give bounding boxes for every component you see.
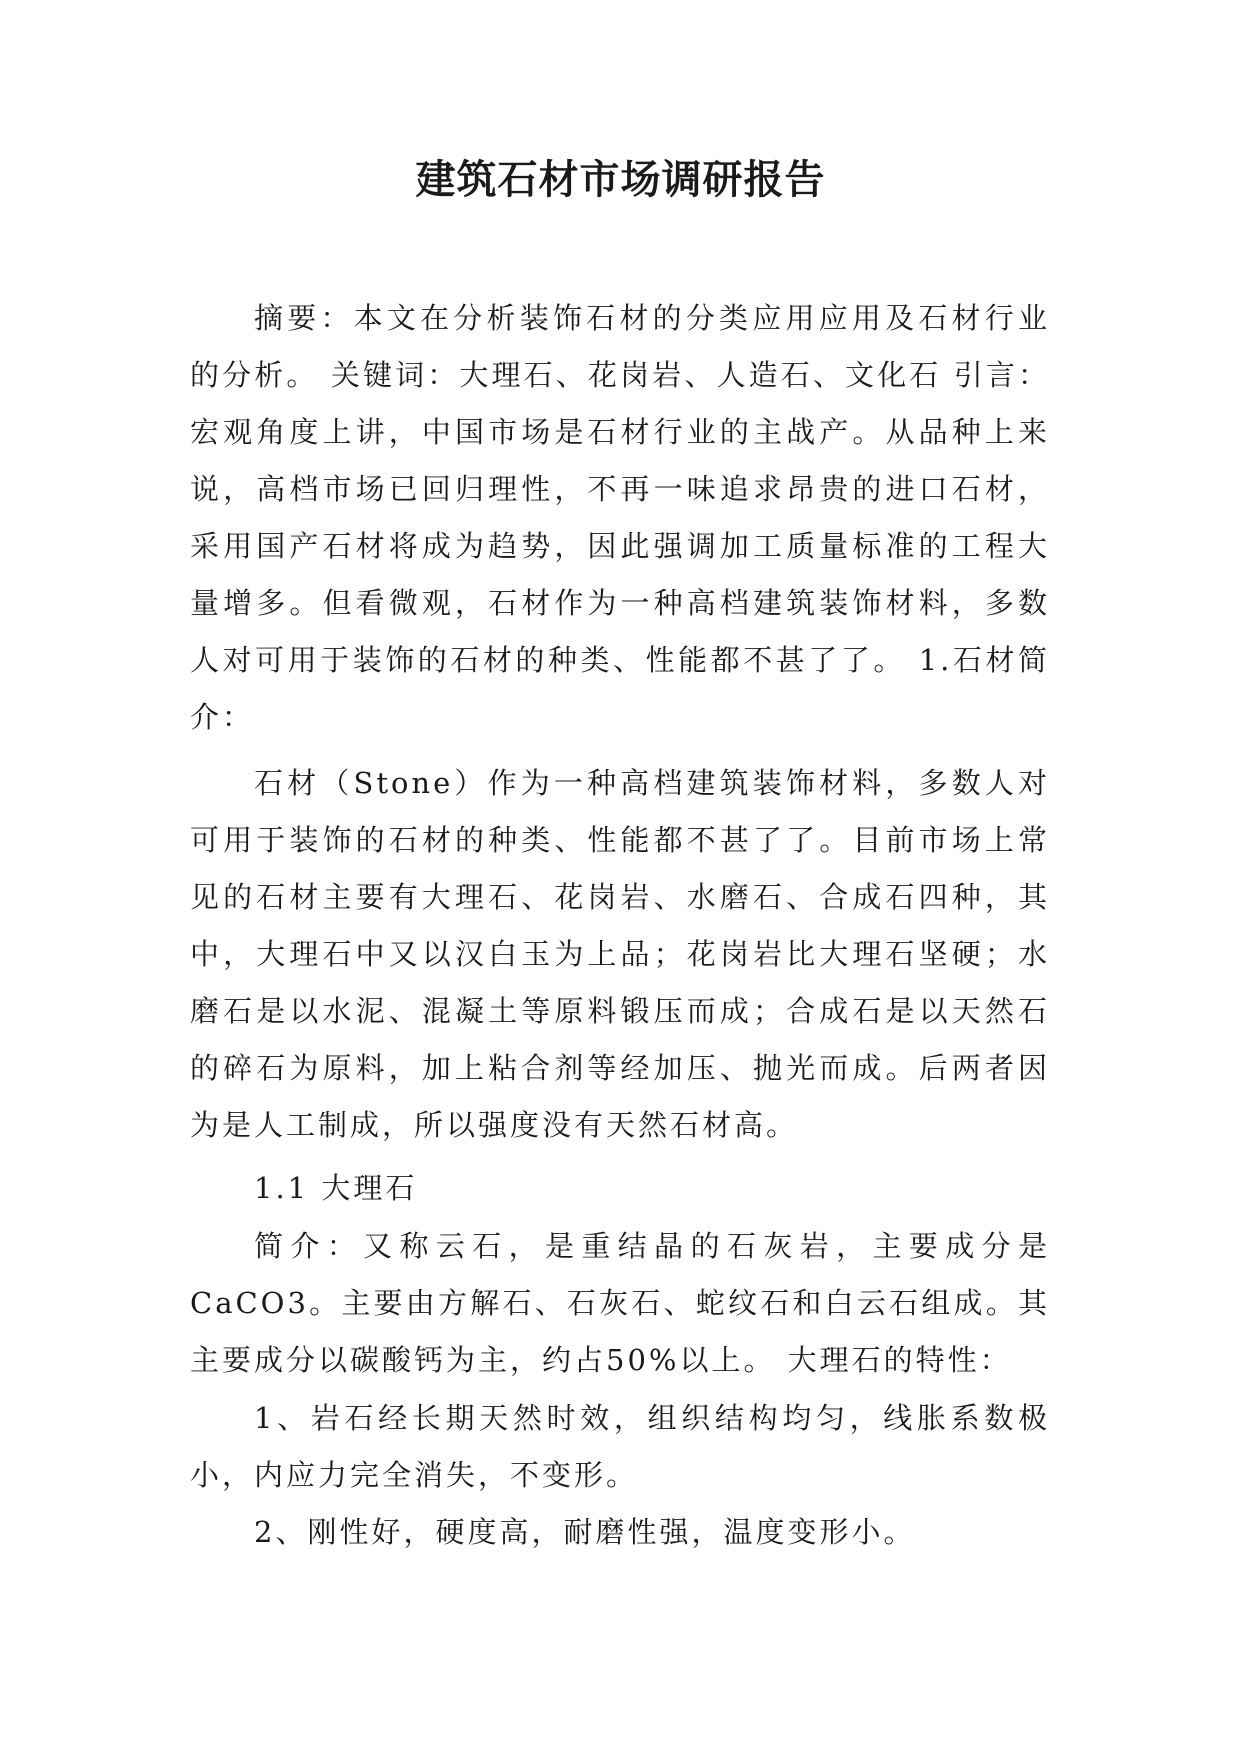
document-title: 建筑石材市场调研报告 bbox=[415, 156, 826, 203]
marble-intro-paragraph: 简介：又称云石，是重结晶的石灰岩，主要成分是CaCO3。主要由方解石、石灰石、蛇纹石和白云石组成。其主要成分以碳酸钙为主，约占50%以上。 大理石的特性： bbox=[190, 1229, 1050, 1377]
section-heading-marble: 1.1 大理石 bbox=[254, 1171, 418, 1205]
stone-intro-paragraph: 石材（Stone）作为一种高档建筑装饰材料，多数人对可用于装饰的石材的种类、性能都不甚了了。目前市场上常见的石材主要有大理石、花岗岩、水磨石、合成石四种，其中，大理石中又以汉白玉为上品；花岗岩比大理石坚硬；水磨石是以水泥、混凝土等原料锻压而成；合成石是以天然石的碎石为原料，加上粘合剂等经加压、抛光而成。后两者因为是人工制成，所以强度没有天然石材高。 bbox=[190, 766, 1050, 1142]
marble-feature-2: 2、刚性好，硬度高，耐磨性强，温度变形小。 bbox=[254, 1515, 916, 1549]
abstract-paragraph: 摘要：本文在分析装饰石材的分类应用应用及石材行业的分析。 关键词：大理石、花岗岩、人造石、文化石 引言：宏观角度上讲，中国市场是石材行业的主战产。从品种上来说，高档市场已回归理性，不再一味追求昂贵的进口石材，采用国产石材将成为趋势，因此强调加工质量标准的工程大量增多。但看微观，石材作为一种高档建筑装饰材料，多数人对可用于装饰的石材的种类、性能都不甚了了。 1.石材简介： bbox=[190, 301, 1050, 734]
marble-feature-1: 1、岩石经长期天然时效，组织结构均匀，线胀系数极小，内应力完全消失，不变形。 bbox=[190, 1401, 1050, 1492]
